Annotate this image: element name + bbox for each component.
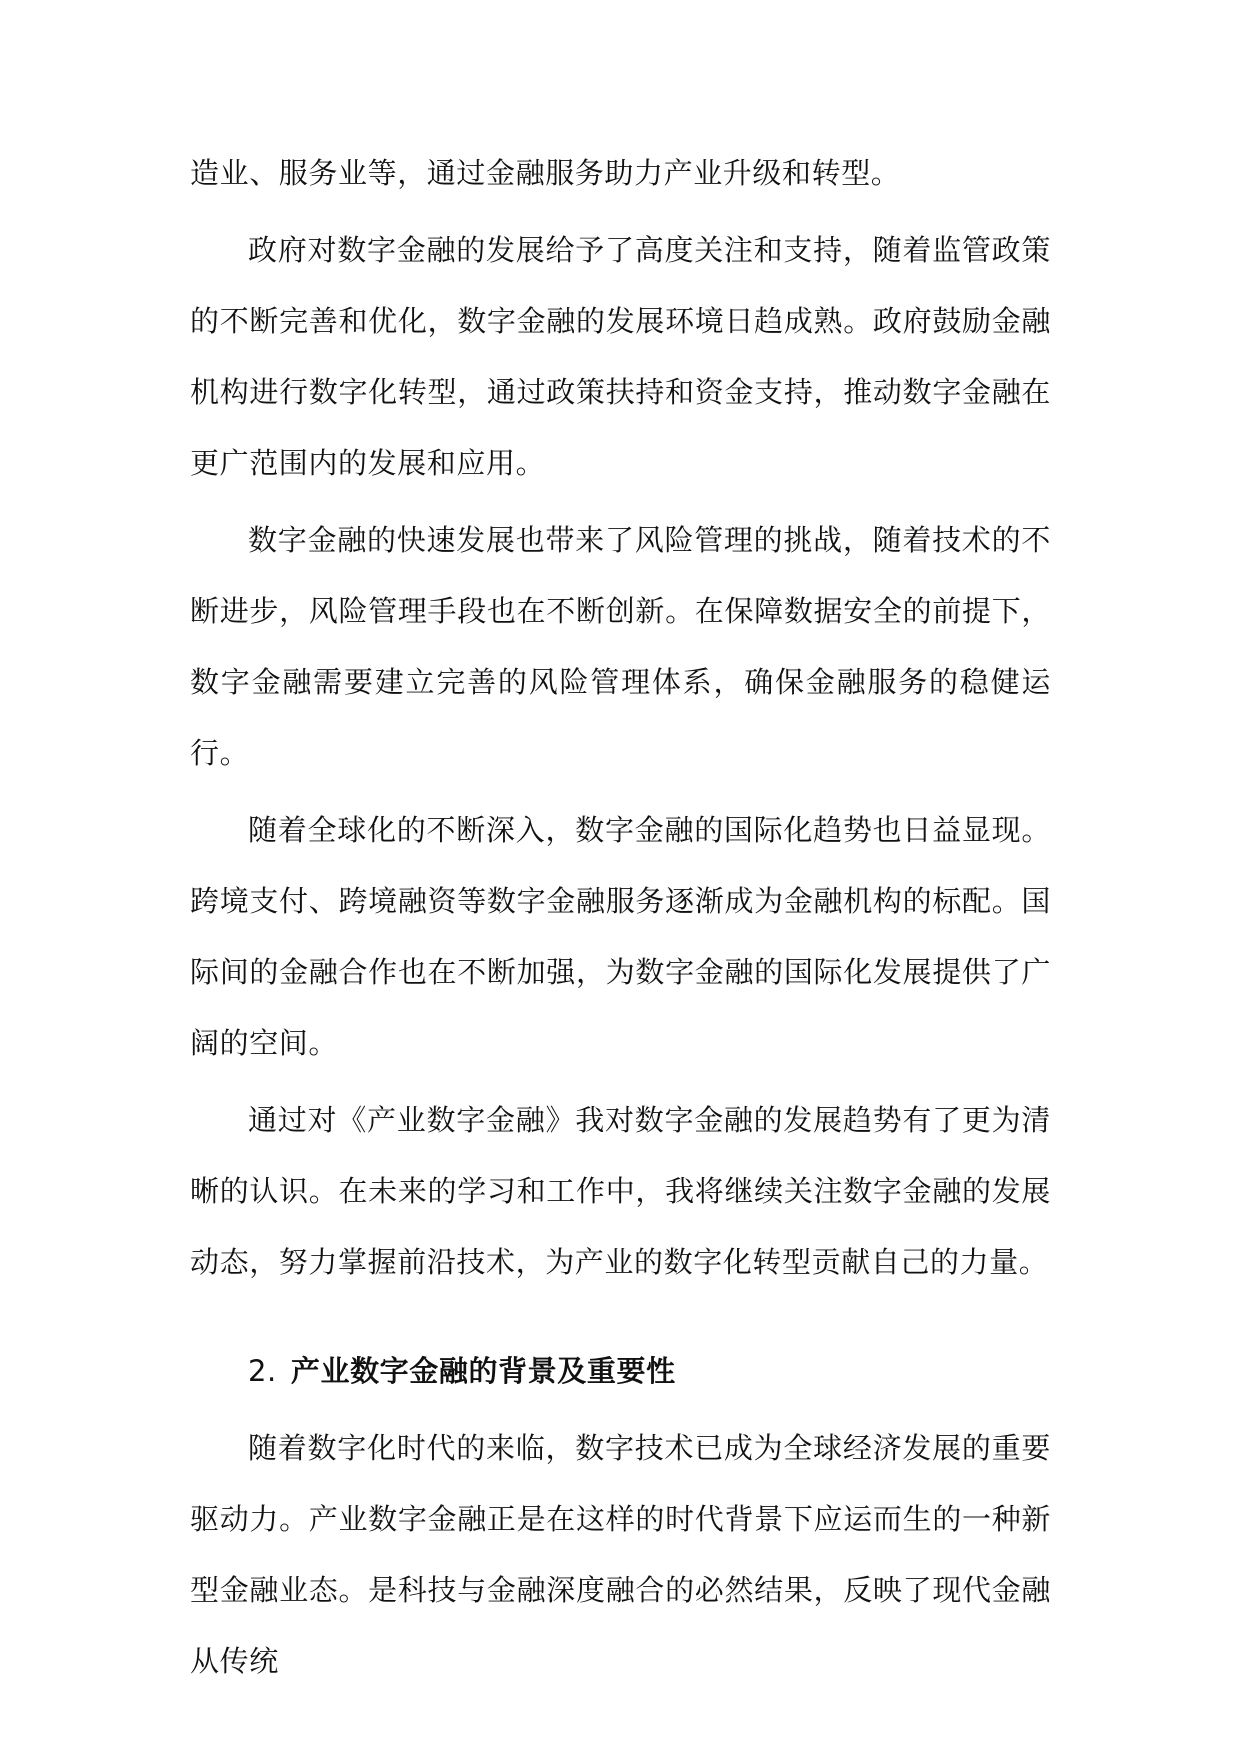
section-number: 2.	[248, 1354, 277, 1388]
paragraph-5: 通过对《产业数字金融》我对数字金融的发展趋势有了更为清晰的认识。在未来的学习和工作中，我将继续关注数字金融的发展动态，努力掌握前沿技术，为产业的数字化转型贡献自己的力量。	[190, 1103, 1051, 1279]
paragraph-2: 政府对数字金融的发展给予了高度关注和支持，随着监管政策的不断完善和优化，数字金融的发展环境日趋成熟。政府鼓励金融机构进行数字化转型，通过政策扶持和资金支持，推动数字金融在更广范围内的发展和应用。	[190, 233, 1051, 480]
section-title: 产业数字金融的背景及重要性	[290, 1354, 676, 1388]
paragraph-1: 造业、服务业等，通过金融服务助力产业升级和转型。	[190, 156, 901, 190]
paragraph-3: 数字金融的快速发展也带来了风险管理的挑战，随着技术的不断进步，风险管理手段也在不断创新。在保障数据安全的前提下，数字金融需要建立完善的风险管理体系，确保金融服务的稳健运行。	[190, 523, 1051, 770]
document-page	[190, 138, 1051, 1703]
paragraph-6: 随着数字化时代的来临，数字技术已成为全球经济发展的重要驱动力。产业数字金融正是在这样的时代背景下应运而生的一种新型金融业态。是科技与金融深度融合的必然结果，反映了现代金融从传统	[190, 1431, 1051, 1678]
paragraph-4: 随着全球化的不断深入，数字金融的国际化趋势也日益显现。跨境支付、跨境融资等数字金融服务逐渐成为金融机构的标配。国际间的金融合作也在不断加强，为数字金融的国际化发展提供了广阔的空间。	[190, 813, 1051, 1060]
section-heading	[190, 1336, 1051, 1407]
